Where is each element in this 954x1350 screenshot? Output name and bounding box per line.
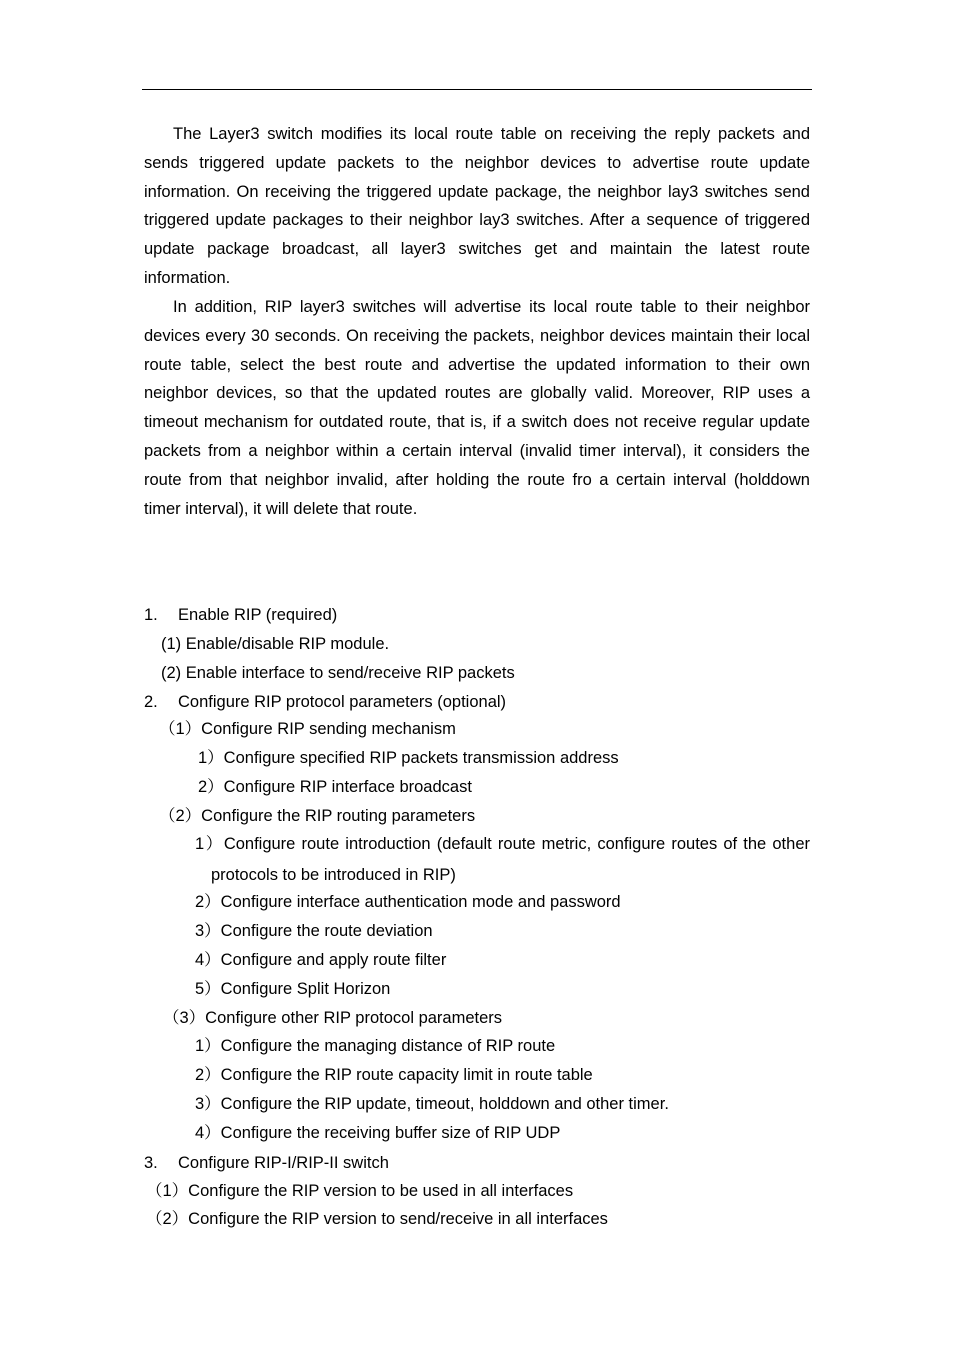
sub-substep: 5）Configure Split Horizon — [195, 980, 391, 998]
sub-substep: 2）Configure interface authentication mode and password — [195, 893, 621, 911]
step-text: Configure RIP-I/RIP-II switch — [178, 1154, 389, 1172]
substep: (1) Enable/disable RIP module. — [161, 635, 390, 653]
substep: （3）Configure other RIP protocol parameters — [163, 1009, 503, 1027]
substep: （2）Configure the RIP version to send/receive in all interfaces — [146, 1210, 608, 1228]
sub-substep: 3）Configure the route deviation — [195, 922, 433, 940]
body-paragraph: In addition, RIP layer3 switches will advertise its local route table to their neighbor devices every 30 seconds. On receiving the packets, neighbor devices maintain their local route table, select the best route and advertise the updated information to their own neighbor devices, so that the updated routes are globally valid. Moreover, RIP uses a timeout mechanism for outdated route, that is, if a switch does not receive regular update packets from a neighbor within a certain interval (invalid timer interval), it considers the route from that neighbor invalid, after holding the route fro a certain interval (holddown timer interval), it will delete that route. — [144, 298, 810, 518]
body-paragraph: The Layer3 switch modifies its local route table on receiving the reply packets and sends triggered update packets to the neighbor devices to advertise route update information. On receiving the triggered update package, the neighbor lay3 switches send triggered update packages to their neighbor lay3 switches. After a sequence of triggered update package broadcast, all layer3 switches get and maintain the latest route information. — [144, 125, 810, 287]
header-rule — [142, 89, 812, 90]
sub-substep: 4）Configure and apply route filter — [195, 951, 447, 969]
step-3 — [144, 1153, 389, 1173]
sub-substep: 2）Configure RIP interface broadcast — [198, 778, 472, 796]
sub-substep: 1）Configure specified RIP packets transmission address — [198, 749, 619, 767]
step-text: Configure RIP protocol parameters (optional) — [178, 693, 507, 711]
substep: （1）Configure RIP sending mechanism — [159, 720, 456, 738]
substep: （2）Configure the RIP routing parameters — [159, 807, 476, 825]
step-1 — [144, 605, 337, 625]
step-text: Enable RIP (required) — [178, 606, 338, 624]
sub-substep-continuation: protocols to be introduced in RIP) — [211, 866, 456, 884]
sub-substep: 1）Configure the managing distance of RIP route — [195, 1037, 556, 1055]
sub-substep: 3）Configure the RIP update, timeout, holddown and other timer. — [195, 1095, 669, 1113]
sub-substep: 2）Configure the RIP route capacity limit in route table — [195, 1066, 593, 1084]
step-number: 1. — [144, 606, 158, 624]
sub-substep: 4）Configure the receiving buffer size of RIP UDP — [195, 1124, 561, 1142]
step-number: 2. — [144, 693, 158, 711]
step-number: 3. — [144, 1154, 158, 1172]
substep: （1）Configure the RIP version to be used in all interfaces — [146, 1182, 574, 1200]
step-2 — [144, 692, 506, 712]
sub-substep: 1）Configure route introduction (default route metric, configure routes of the other — [195, 835, 810, 853]
substep: (2) Enable interface to send/receive RIP packets — [161, 664, 515, 682]
